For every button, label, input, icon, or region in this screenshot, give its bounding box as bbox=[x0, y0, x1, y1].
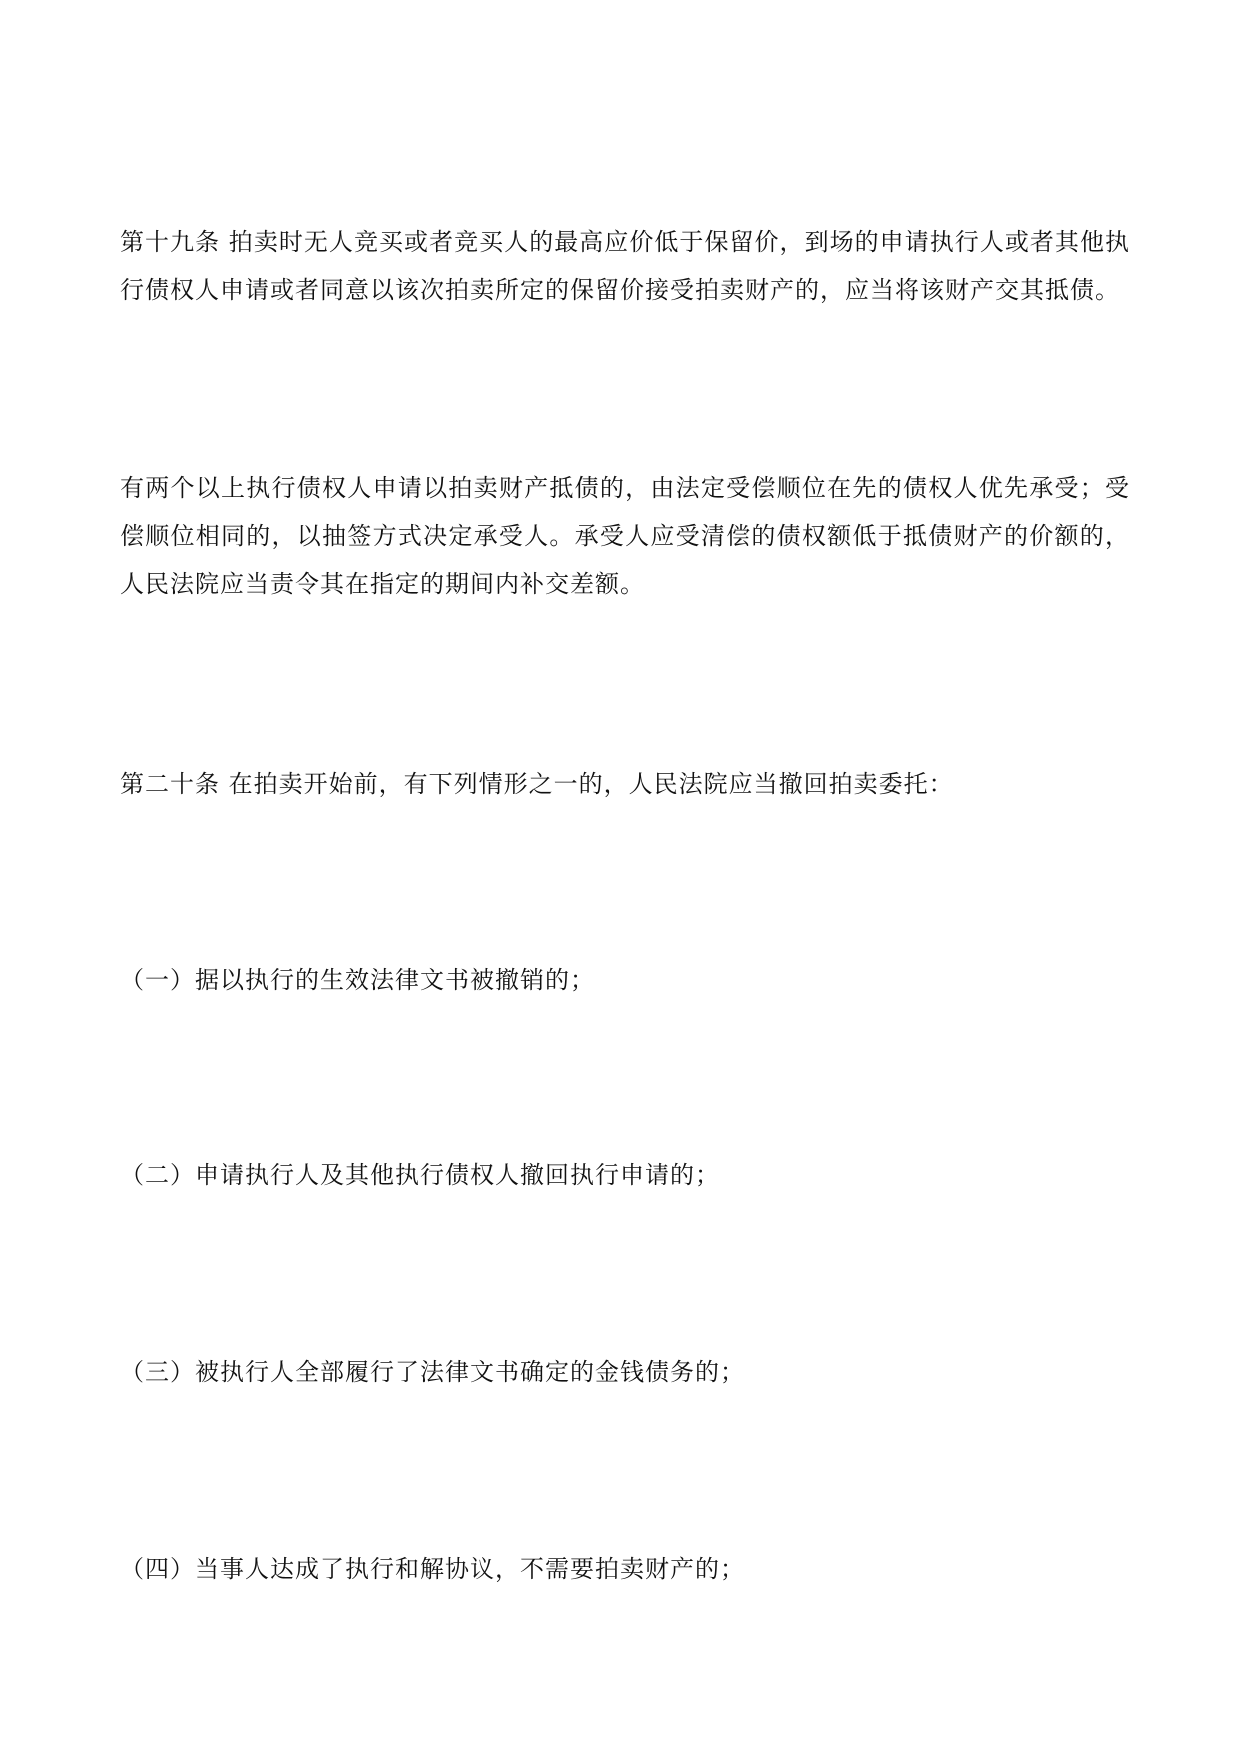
article-19-paragraph: 第十九条 拍卖时无人竞买或者竞买人的最高应价低于保留价，到场的申请执行人或者其他执行债权人申请或者同意以该次拍卖所定的保留价接受拍卖财产的，应当将该财产交其抵债。 bbox=[120, 228, 1130, 304]
list-item-1: （一）据以执行的生效法律文书被撤销的； bbox=[120, 966, 595, 994]
list-item-4: （四）当事人达成了执行和解协议，不需要拍卖财产的； bbox=[120, 1555, 745, 1583]
list-item-3: （三）被执行人全部履行了法律文书确定的金钱债务的； bbox=[120, 1358, 745, 1386]
article-20-paragraph: 第二十条 在拍卖开始前，有下列情形之一的，人民法院应当撤回拍卖委托： bbox=[120, 770, 954, 798]
list-item-2: （二）申请执行人及其他执行债权人撤回执行申请的； bbox=[120, 1161, 720, 1189]
article-19-second-paragraph: 有两个以上执行债权人申请以拍卖财产抵债的，由法定受偿顺位在先的债权人优先承受；受偿顺位相同的，以抽签方式决定承受人。承受人应受清偿的债权额低于抵债财产的价额的，人民法院应当责令其在指定的期间内补交差额。 bbox=[120, 474, 1130, 598]
